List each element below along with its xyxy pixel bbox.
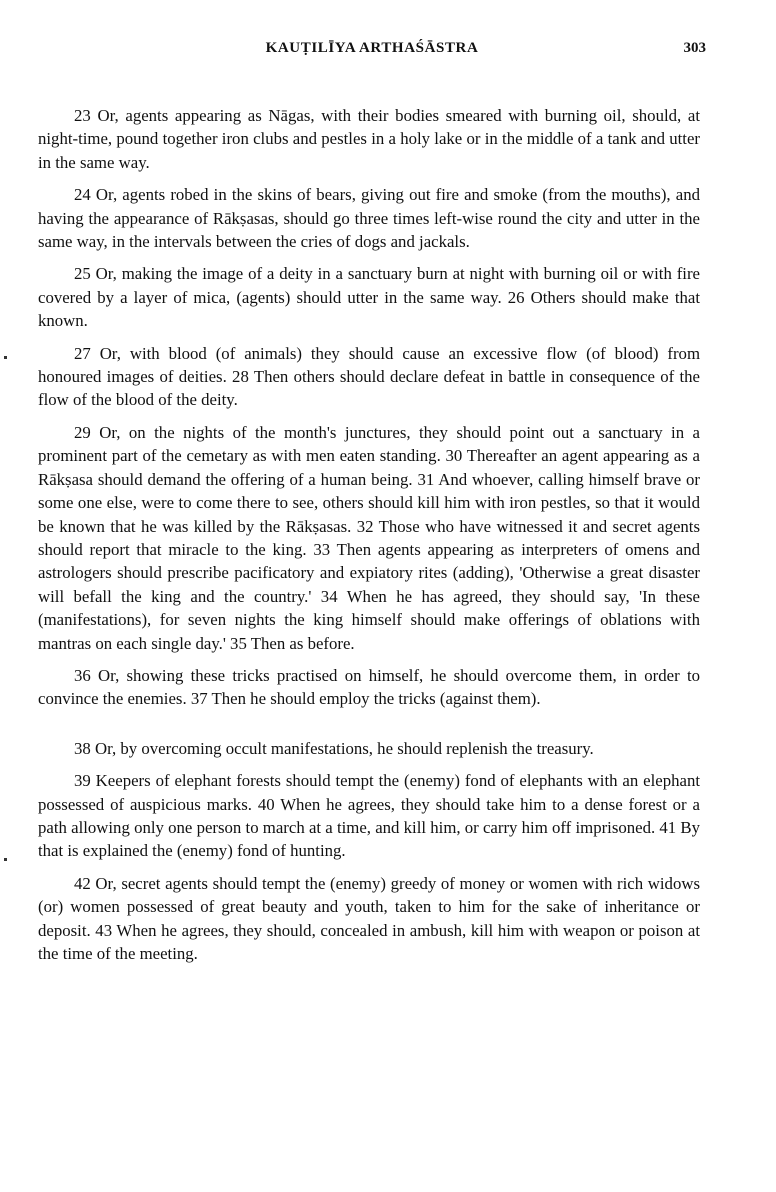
scan-speck bbox=[4, 356, 7, 359]
paragraph-23: 23 Or, agents appearing as Nāgas, with their bodies smeared with burning oil, should, at night-time, pound together iron clubs and pestles in a holy lake or in the middle of a tank and utter in the same way. bbox=[38, 106, 700, 172]
paragraph-27: 27 Or, with blood (of animals) they should cause an excessive flow (of blood) from honoured images of deities. 28 Then others should declare defeat in battle in consequence of the flow of the blood of the deity. bbox=[38, 343, 700, 410]
paragraph-24: 24 Or, agents robed in the skins of bears, giving out fire and smoke (from the mouths), and having the appearance of Rākṣasas, should go three times left-wise round the city and utter in the same way, in the intervals between the cries of dogs and jackals. bbox=[38, 185, 700, 252]
scan-speck bbox=[4, 858, 7, 861]
body-text bbox=[38, 104, 700, 974]
page-number: 303 bbox=[683, 40, 706, 56]
running-head bbox=[38, 40, 706, 64]
paragraph-29: 29 Or, on the nights of the month's junctures, they should point out a sanctuary in a prominent part of the cemetary as with men eaten standing. 30 Thereafter an agent appearing as a Rākṣasa should demand the offering of a human being. 31 And whoever, calling himself brave or some one else, were to come there to see, others should kill him with iron pestles, so that it would be known that he was killed by the Rākṣasas. 32 Those who have witnessed it and secret agents should report that miracle to the king. 33 Then agents appearing as interpreters of omens and astrologers should prescribe pacificatory and expiatory rites (adding), 'Otherwise a great disaster will befall the king and the country.' 34 When he has agreed, they should say, 'In these (manifestations), for seven nights the king himself should make offerings of oblations with mantras on each single day.' 35 Then as before. bbox=[38, 422, 700, 653]
paragraph-25: 25 Or, making the image of a deity in a sanctuary burn at night with burning oil or with fire covered by a layer of mica, (agents) should utter in the same way. 26 Others should make that known. bbox=[38, 264, 700, 331]
running-title: KAUṬILĪYA ARTHAŚĀSTRA bbox=[265, 40, 479, 56]
paragraph-36: 36 Or, showing these tricks practised on himself, he should overcome them, in order to convince the enemies. 37 Then he should employ the tricks (against them). bbox=[38, 665, 700, 709]
paragraph-39: 39 Keepers of elephant forests should tempt the (enemy) fond of elephants with an elephant possessed of auspicious marks. 40 When he agrees, they should take him to a dense forest or a path allowing only one person to march at a time, and kill him, or carry him off imprisoned. 41 By that is explained the (enemy) fond of hunting. bbox=[38, 771, 700, 861]
paragraph-38: 38 Or, by overcoming occult manifestations, he should replenish the treasury. bbox=[74, 738, 594, 758]
paragraph-42: 42 Or, secret agents should tempt the (enemy) greedy of money or women with rich widows (or) women possessed of great beauty and youth, taken to him for the sake of inheritance or deposit. 43 When he agrees, they should, concealed in ambush, kill him with weapon or poison at the time of the meeting. bbox=[38, 873, 700, 963]
